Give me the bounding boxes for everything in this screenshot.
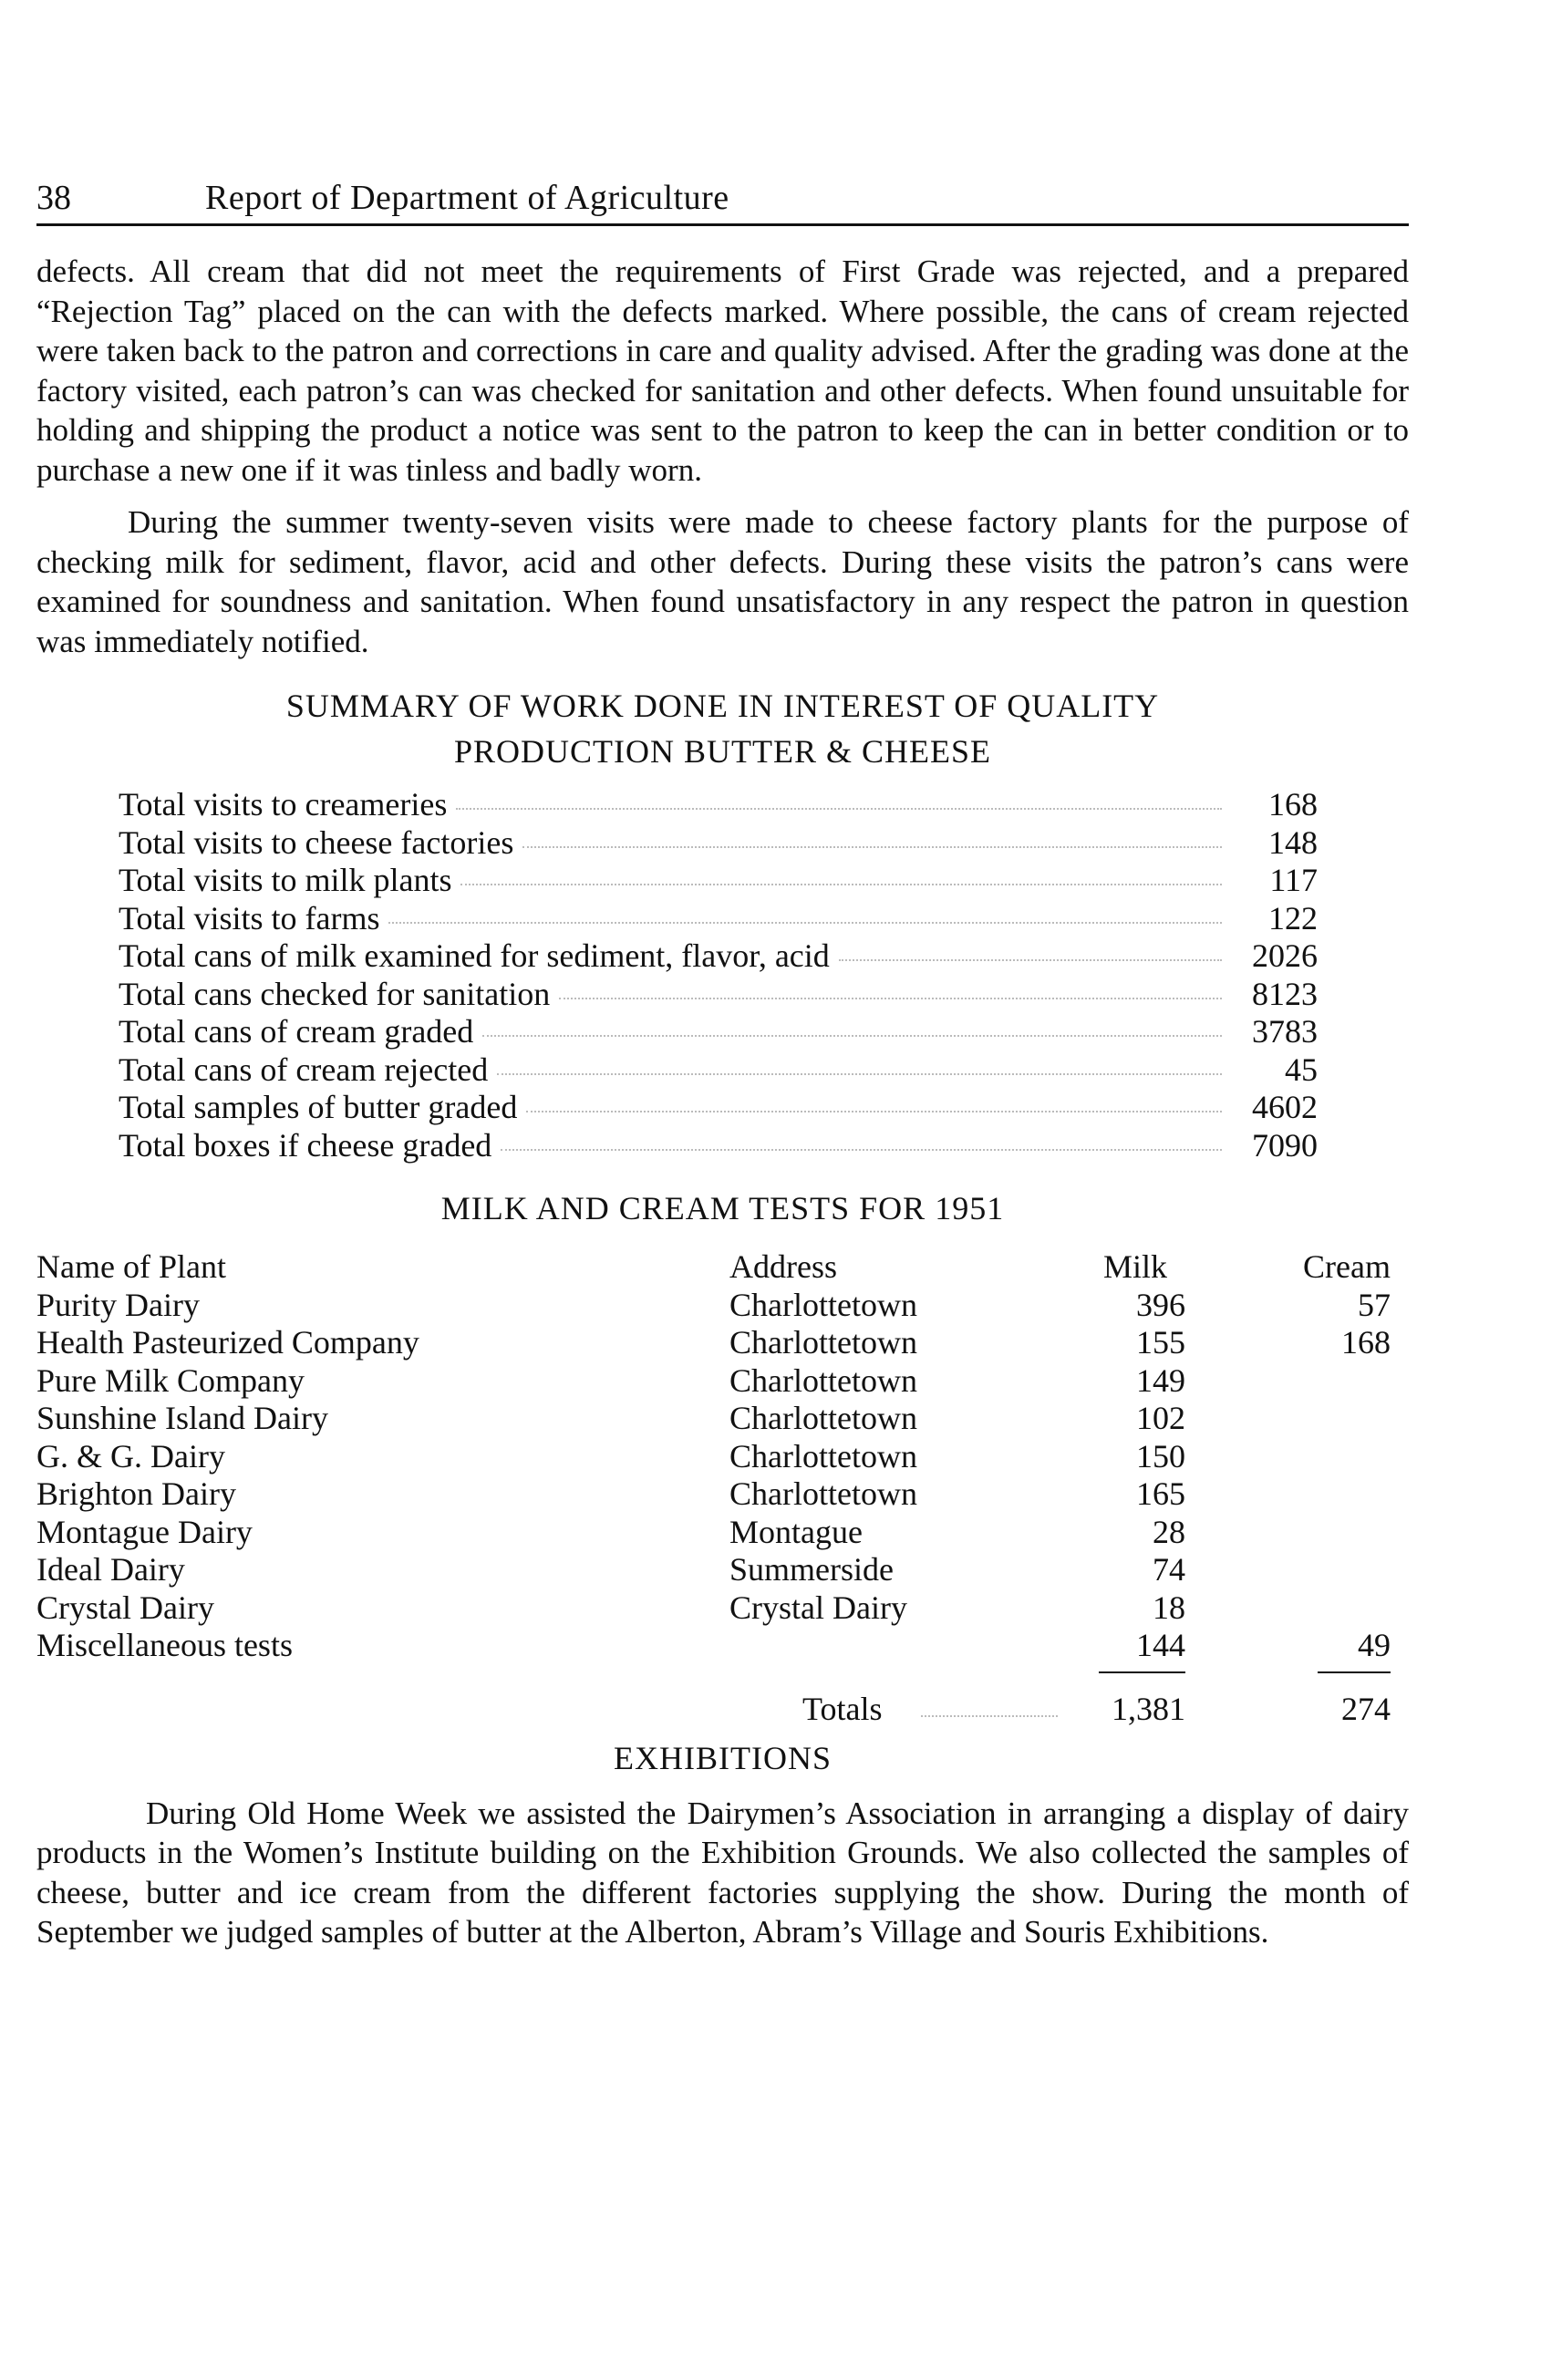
- summary-label: Total cans of milk examined for sediment, flavor, acid: [119, 937, 830, 974]
- summary-row: [119, 1126, 1318, 1164]
- summary-row: [119, 861, 1318, 899]
- dot-leader: [482, 1035, 1222, 1037]
- table-row: [36, 1626, 1409, 1664]
- dot-leader: [460, 884, 1222, 885]
- table-row: [36, 1286, 1409, 1324]
- summary-value: 168: [1268, 786, 1318, 823]
- summary-value: 8123: [1252, 975, 1318, 1012]
- summary-label: Total cans checked for sanitation: [119, 975, 551, 1012]
- table-row: [36, 1323, 1409, 1361]
- plant-address: Charlottetown: [729, 1324, 917, 1361]
- plant-name: G. & G. Dairy: [36, 1437, 225, 1475]
- plant-name: Ideal Dairy: [36, 1551, 185, 1588]
- dot-leader: [526, 1111, 1222, 1112]
- dot-leader: [839, 959, 1222, 961]
- plant-address: Charlottetown: [729, 1400, 917, 1436]
- summary-label: Total visits to milk plants: [119, 862, 452, 898]
- summary-value: 7090: [1252, 1126, 1318, 1164]
- column-header-cream: Cream: [1303, 1248, 1391, 1285]
- totals-label: Totals: [802, 1690, 883, 1727]
- plant-name: Miscellaneous tests: [36, 1627, 293, 1663]
- milk-count: 144: [1136, 1627, 1185, 1663]
- summary-label: Total cans of cream graded: [119, 1013, 474, 1050]
- summary-list: [119, 785, 1318, 1164]
- summary-heading-line-2: PRODUCTION BUTTER & CHEESE: [453, 733, 991, 770]
- milk-count: 396: [1136, 1286, 1185, 1323]
- milk-total-rule: [1099, 1671, 1185, 1673]
- plant-address: Charlottetown: [729, 1437, 917, 1475]
- cream-count: 57: [1358, 1286, 1391, 1323]
- milk-total: 1,381: [1112, 1690, 1185, 1727]
- dot-leader: [388, 922, 1222, 924]
- dot-leader: [456, 808, 1222, 810]
- exhibitions-paragraph: During Old Home Week we assisted the Dairymen’s Association in arranging a display of dairy products in the Women’s Institute building on the Exhibition Grounds. We also collected the samples of cheese, butter and ice cream from the different factories supplying the show. During the month of September we judged samples of butter at the Alberton, Abram’s Village and Souris Exhibitions.: [36, 1795, 1409, 1950]
- plant-name: Sunshine Island Dairy: [36, 1400, 328, 1436]
- page-number: 38: [36, 179, 71, 217]
- plant-address: Montague: [729, 1513, 863, 1550]
- running-title: Report of Department of Agriculture: [205, 179, 729, 217]
- plant-name: Purity Dairy: [36, 1286, 200, 1323]
- summary-heading-line-1: SUMMARY OF WORK DONE IN INTEREST OF QUALITY: [285, 688, 1160, 724]
- milk-count: 149: [1136, 1361, 1185, 1399]
- summary-value: 148: [1268, 823, 1318, 861]
- summary-row: [119, 936, 1318, 975]
- dot-leader: [559, 998, 1222, 999]
- summary-row: [119, 899, 1318, 937]
- dot-leader: [501, 1149, 1222, 1151]
- summary-label: Total visits to creameries: [119, 786, 448, 823]
- plant-name: Crystal Dairy: [36, 1588, 214, 1626]
- table-row: [36, 1550, 1409, 1588]
- summary-label: Total boxes if cheese graded: [119, 1126, 492, 1164]
- milk-count: 18: [1153, 1588, 1185, 1626]
- plant-name: Health Pasteurized Company: [36, 1324, 419, 1361]
- summary-row: [119, 1012, 1318, 1050]
- summary-value: 122: [1268, 899, 1318, 936]
- plant-address: Charlottetown: [729, 1475, 917, 1512]
- summary-label: Total samples of butter graded: [119, 1089, 518, 1125]
- plant-name: Brighton Dairy: [36, 1475, 236, 1512]
- exhibitions-heading: EXHIBITIONS: [614, 1739, 832, 1776]
- totals-rule: [36, 1664, 1409, 1682]
- totals-row: [36, 1690, 1409, 1733]
- cream-total: 274: [1341, 1690, 1391, 1727]
- plant-address: Summerside: [729, 1551, 894, 1588]
- milk-cream-tests-table: [36, 1247, 1409, 1733]
- milk-count: 155: [1136, 1324, 1185, 1361]
- summary-row: [119, 823, 1318, 862]
- plant-address: Charlottetown: [729, 1286, 917, 1323]
- milk-count: 74: [1153, 1551, 1185, 1588]
- cream-total-rule: [1318, 1671, 1391, 1673]
- summary-row: [119, 1050, 1318, 1089]
- plant-address: Crystal Dairy: [729, 1588, 907, 1626]
- table-header-row: [36, 1247, 1409, 1286]
- summary-label: Total visits to cheese factories: [119, 823, 514, 861]
- table-row: [36, 1475, 1409, 1513]
- summary-value: 4602: [1252, 1089, 1318, 1125]
- tests-heading: MILK AND CREAM TESTS FOR 1951: [440, 1190, 1005, 1226]
- table-row: [36, 1361, 1409, 1400]
- column-header-name: Name of Plant: [36, 1248, 226, 1285]
- summary-row: [119, 975, 1318, 1013]
- summary-value: 45: [1285, 1050, 1318, 1088]
- body-paragraph-1: defects. All cream that did not meet the requirements of First Grade was rejected, and a prepared “Rejection Tag” placed on the can with the defects marked. Where possible, the cans of cream rejected were taken back to the patron and corrections in care and quality advised. After the grading was done at the factory visited, each patron’s can was checked for sanitation and other defects. When found unsuitable for holding and shipping the product a notice was sent to the patron to keep the can in better condition or to purchase a new one if it was tinless and badly worn.: [36, 254, 1409, 488]
- dot-leader: [497, 1073, 1222, 1075]
- table-row: [36, 1513, 1409, 1551]
- plant-address: Charlottetown: [729, 1361, 917, 1399]
- page-header: [36, 178, 1409, 226]
- body-paragraph-2: During the summer twenty-seven visits were made to cheese factory plants for the purpose of checking milk for sediment, flavor, acid and other defects. During these visits the patron’s cans were examined for soundness and sanitation. When found unsatisfactory in any respect the patron in question was immediately notified.: [36, 504, 1409, 659]
- summary-value: 117: [1269, 862, 1318, 898]
- summary-row: [119, 785, 1318, 823]
- dot-leader: [522, 846, 1222, 848]
- cream-count: 168: [1341, 1324, 1391, 1361]
- table-row: [36, 1588, 1409, 1627]
- cream-count: 49: [1358, 1627, 1391, 1663]
- report-page: [36, 178, 1409, 1952]
- summary-label: Total visits to farms: [119, 899, 380, 936]
- milk-count: 150: [1136, 1437, 1185, 1475]
- plant-name: Montague Dairy: [36, 1513, 253, 1550]
- table-row: [36, 1437, 1409, 1475]
- milk-count: 28: [1153, 1513, 1185, 1550]
- milk-count: 102: [1136, 1400, 1185, 1436]
- milk-count: 165: [1136, 1475, 1185, 1512]
- column-header-address: Address: [729, 1248, 837, 1285]
- summary-label: Total cans of cream rejected: [119, 1050, 489, 1088]
- summary-value: 3783: [1252, 1013, 1318, 1050]
- column-header-milk: Milk: [1102, 1248, 1167, 1285]
- plant-name: Pure Milk Company: [36, 1361, 305, 1399]
- summary-value: 2026: [1252, 937, 1318, 974]
- table-row: [36, 1399, 1409, 1437]
- summary-row: [119, 1088, 1318, 1126]
